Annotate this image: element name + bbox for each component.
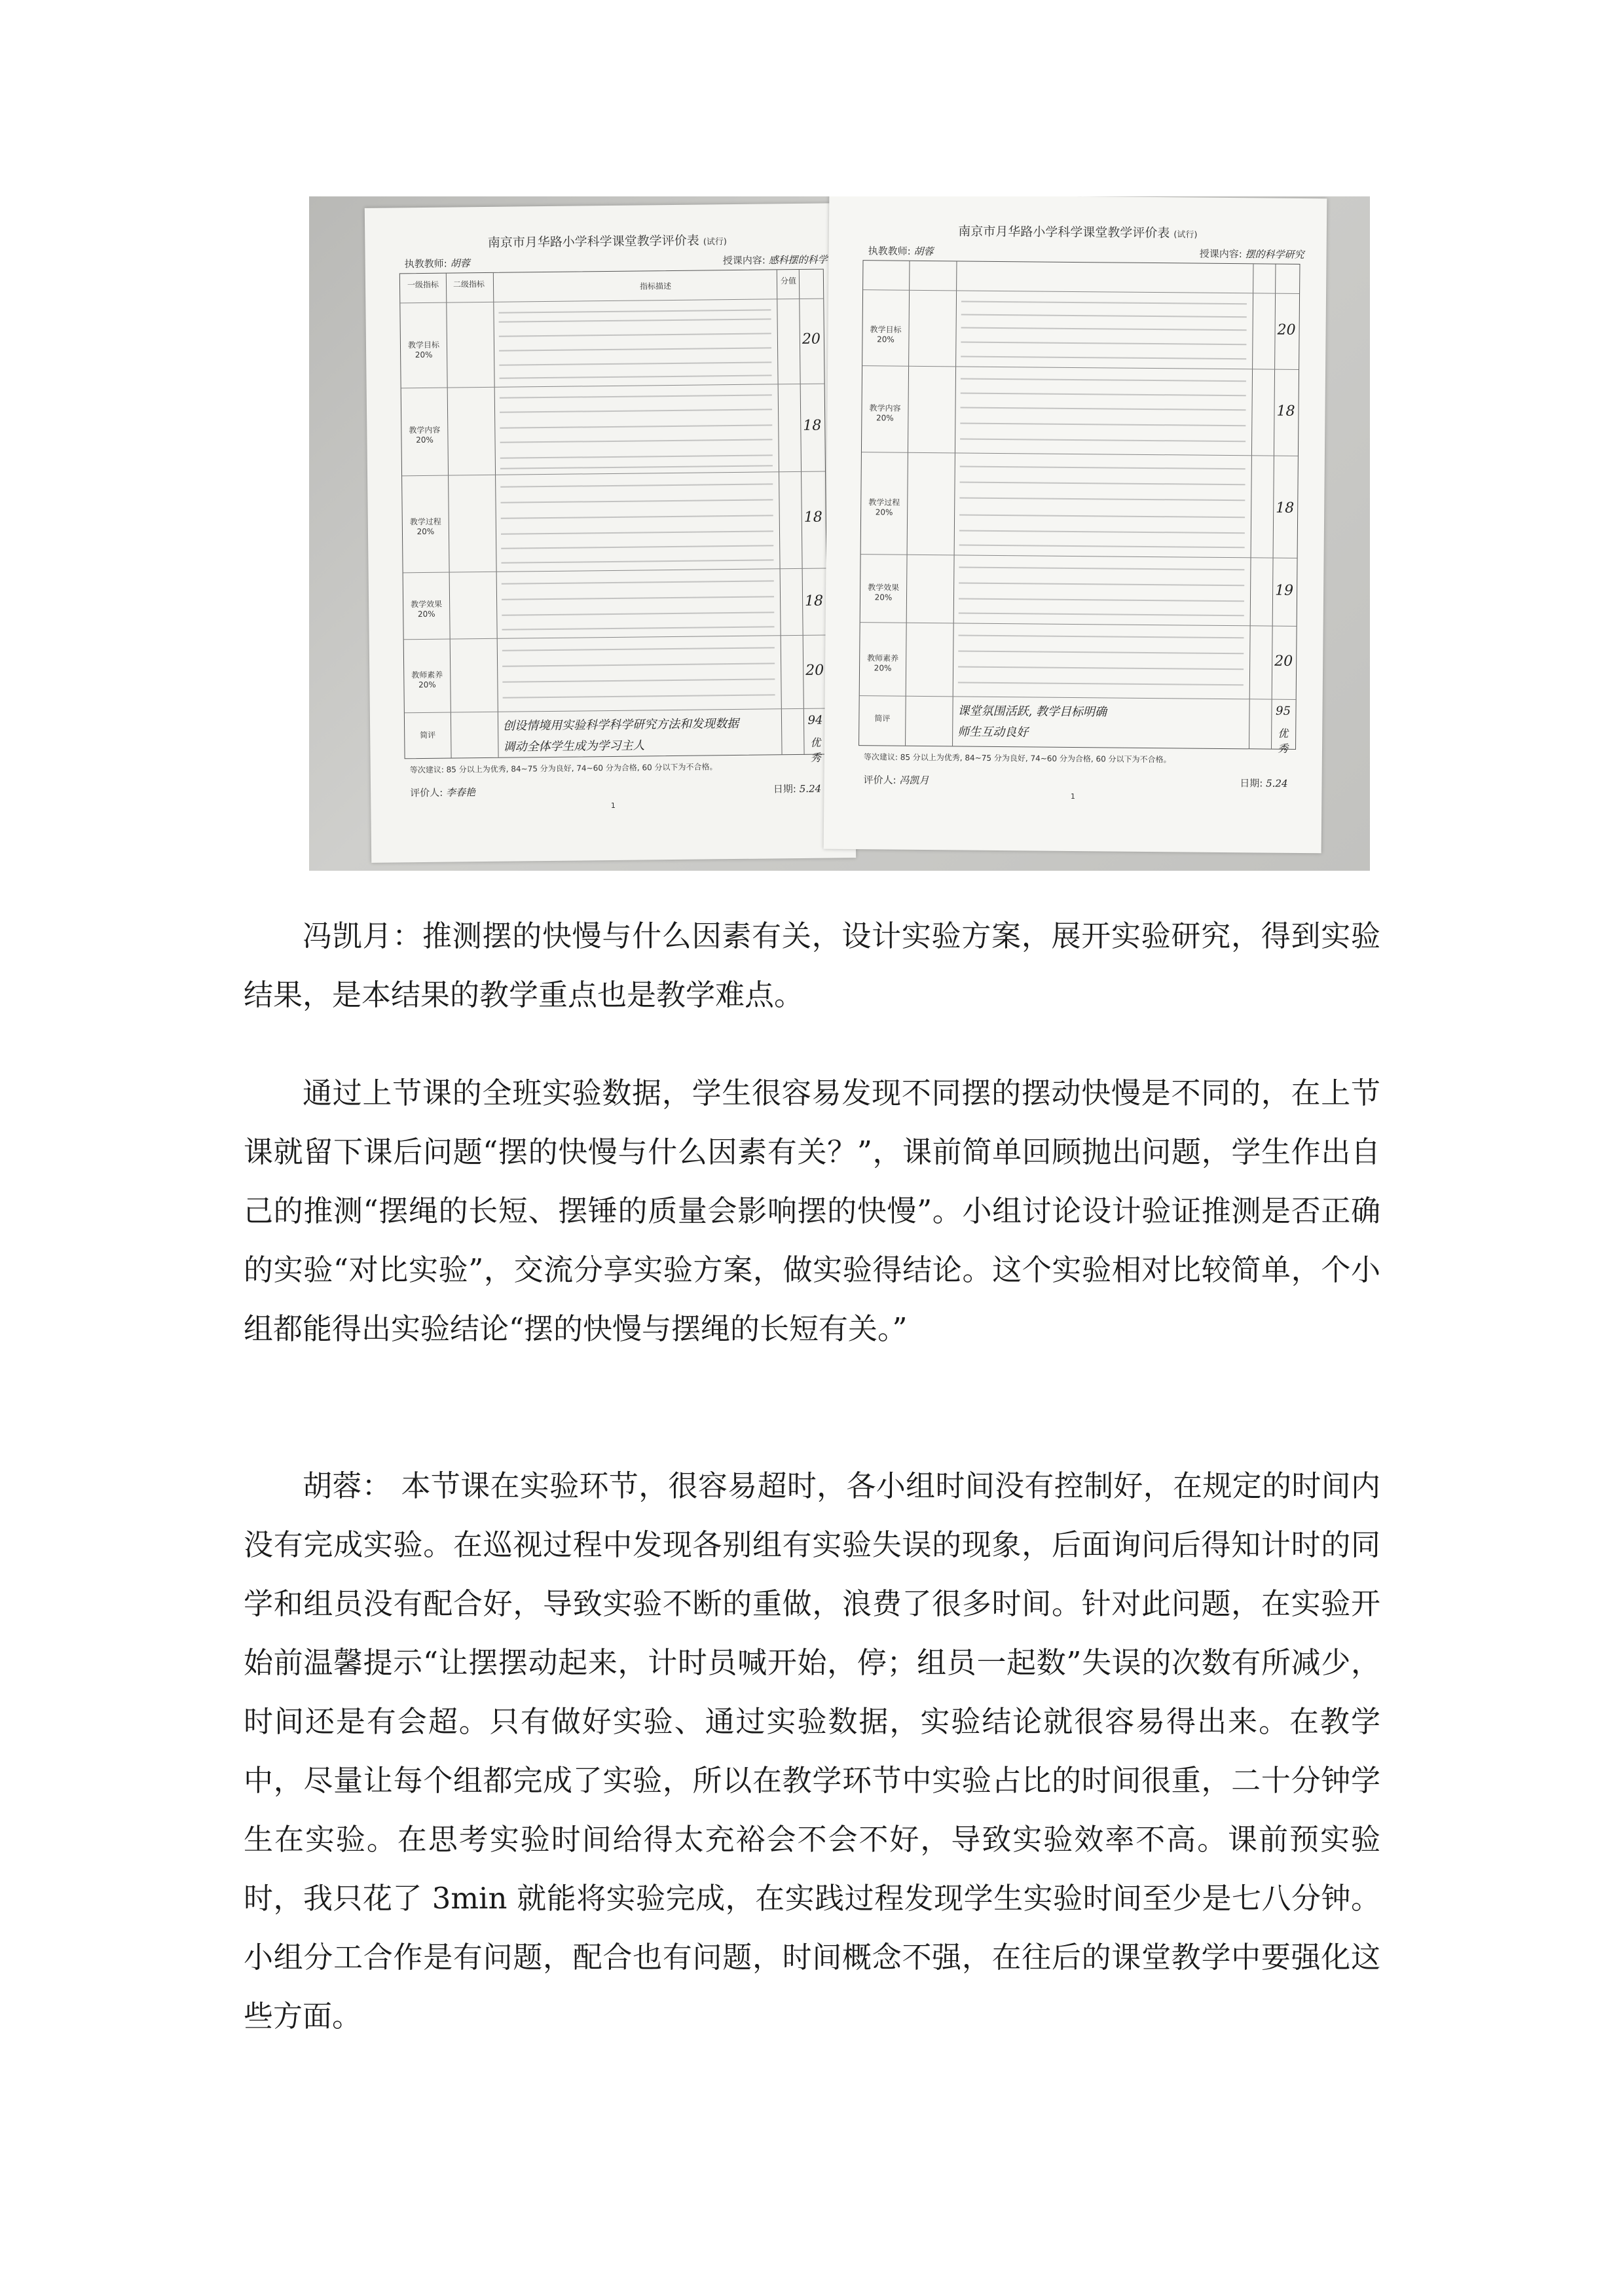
paragraph-hurong: 胡蓉： 本节课在实验环节，很容易超时，各小组时间没有控制好，在规定的时间内没有完成实验。在巡视过程中发现各别组有实验失误的现象，后面询问后得知计时的同学和组员没有配合好，导致实验不断的重做，浪费了很多时间。针对此问题，在实验开始前温馨提示“让摆摆动起来，计时员喊开始，停；组员一起数”失误的次数有所减少，时间还是有会超。只有做好实验、通过实验数据，实验结论就很容易得出来。在教学中，尽量让每个组都完成了实验，所以在教学环节中实验占比的时间很重，二十分钟学生在实验。在思考实验时间给得太充裕会不会不好，导致实验效率不高。课前预实验时，我只花了 3min 就能将实验完成，在实践过程发现学生实验时间至少是七八分钟。小组分工合作是有问题，配合也有问题，时间概念不强，在往后的课堂教学中要强化这些方面。 bbox=[244, 1468, 1380, 2033]
grade-note: 等次建议: 85 分以上为优秀, 84~75 分为良好, 74~60 分为合格, 60 分以下为不合格。 bbox=[409, 762, 718, 775]
paragraph-experiment-summary: 通过上节课的全班实验数据，学生很容易发现不同摆的摆动快慢是不同的，在上节课就留下课后问题“摆的快慢与什么因素有关？”，课前简单回顾抛出问题，学生作出自己的推测“摆绳的长短、摆锤的质量会影响摆的快慢”。小组讨论设计验证推测是否正确的实验“对比实验”，交流分享实验方案，做实验得结论。这个实验相对比较简单，个小组都能得出实验结论“摆的快慢与摆绳的长短有关。” bbox=[244, 1076, 1380, 1346]
evaluation-form-left bbox=[365, 203, 856, 863]
category-label: 教学过程 20% bbox=[409, 517, 441, 537]
score-value: 20 bbox=[1274, 653, 1293, 670]
form-title: 南京市月华路小学科学课堂教学评价表 (试行) bbox=[487, 233, 728, 250]
page-number: 1 bbox=[610, 801, 616, 811]
comment-line: 调动全体学生成为学习主人 bbox=[503, 738, 645, 754]
score-value: 18 bbox=[804, 592, 824, 610]
score-value: 18 bbox=[1276, 403, 1295, 420]
signature-row: 评价人: 李春艳 日期: 5.24 bbox=[410, 782, 822, 799]
grade: 优秀 bbox=[1277, 727, 1289, 755]
score-value: 18 bbox=[1276, 500, 1295, 517]
grade: 优秀 bbox=[810, 736, 821, 764]
score-value: 19 bbox=[1275, 582, 1294, 599]
form-meta: 执教教师: 胡蓉 授课内容: 摆的科学研究 bbox=[868, 245, 1304, 261]
evaluation-forms-photo bbox=[309, 196, 1370, 871]
category-label: 教学效果 20% bbox=[411, 599, 443, 619]
total-score: 94 bbox=[807, 713, 823, 727]
header-score: 分值 bbox=[780, 276, 797, 286]
score-value: 18 bbox=[803, 417, 822, 434]
total-score: 95 bbox=[1275, 704, 1291, 718]
form-meta: 执教教师: 胡蓉 授课内容: 感科摆的科学 bbox=[404, 253, 828, 270]
category-label: 教学内容 20% bbox=[409, 425, 441, 445]
header-description: 指标描述 bbox=[639, 282, 672, 291]
evaluation-table bbox=[399, 269, 829, 764]
header-subcategory: 二级指标 bbox=[452, 279, 485, 289]
score-value: 20 bbox=[805, 662, 824, 679]
category-label: 教学目标 20% bbox=[407, 340, 440, 360]
comment-line: 师生互动良好 bbox=[957, 725, 1029, 740]
score-value: 20 bbox=[802, 331, 821, 348]
score-value: 20 bbox=[1277, 321, 1296, 338]
category-label: 教学目标 20% bbox=[870, 325, 902, 344]
page-number: 1 bbox=[1070, 792, 1075, 801]
category-label: 教学内容 20% bbox=[869, 403, 901, 423]
category-label: 教师素养 20% bbox=[411, 670, 443, 690]
paragraph-fengkaiyue: 冯凯月：推测摆的快慢与什么因素有关，设计实验方案，展开实验研究，得到实验结果，是本结果的教学重点也是教学难点。 bbox=[244, 919, 1380, 1012]
comment-label: 简评 bbox=[874, 714, 891, 723]
category-label: 教学过程 20% bbox=[868, 498, 900, 517]
category-label: 教学效果 20% bbox=[868, 583, 900, 602]
grade-note: 等次建议: 85 分以上为优秀, 84~75 分为良好, 74~60 分为合格, 60 分以下为不合格。 bbox=[863, 752, 1172, 765]
header-category: 一级指标 bbox=[407, 280, 439, 290]
signature-row: 评价人: 冯凯月 日期: 5.24 bbox=[863, 774, 1288, 790]
comment-label: 简评 bbox=[420, 730, 436, 740]
form-title: 南京市月华路小学科学课堂教学评价表 (试行) bbox=[958, 224, 1198, 241]
evaluation-form-right bbox=[824, 196, 1327, 853]
category-label: 教师素养 20% bbox=[867, 653, 899, 673]
score-value: 18 bbox=[803, 509, 822, 526]
comment-line: 课堂氛围活跃, 教学目标明确 bbox=[957, 704, 1107, 720]
evaluation-table bbox=[858, 260, 1300, 755]
comment-line: 创设情境用实验科学科学研究方法和发现数据 bbox=[502, 716, 739, 733]
